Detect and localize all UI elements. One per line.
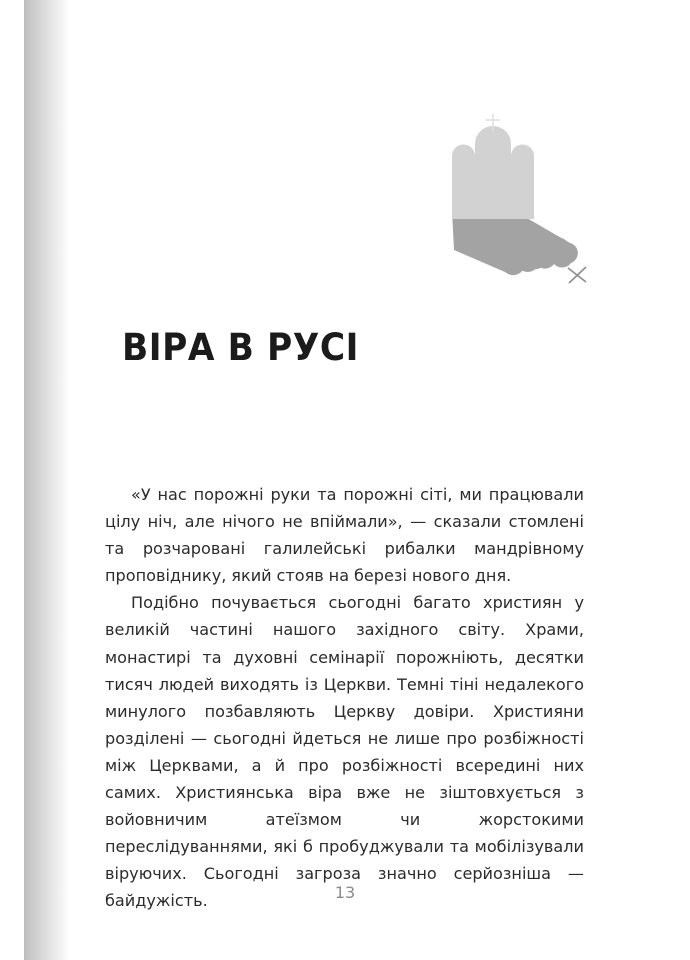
shadow-cross-icon (568, 267, 586, 283)
book-spine-shadow (24, 0, 70, 960)
chapter-title: ВІРА В РУСІ (122, 326, 360, 369)
church-body-icon (452, 126, 534, 219)
church-shadow-icon (452, 210, 586, 283)
body-text-column (105, 481, 584, 915)
church-illustration (430, 100, 610, 310)
paragraph-1: «У нас порожні руки та порожні сіті, ми працювали цілу ніч, але нічого не впіймали», — сказали стомлені та розчаровані галилейські рибалки мандрівному проповіднику, який стояв на березі нового дня. (105, 485, 584, 586)
page-number: 13 (334, 883, 356, 902)
page-outer-edge (0, 0, 24, 960)
paragraph-2: Подібно почувається сьогодні багато християн у великій частині нашого західного світу. Храми, монастирі та духовні семінарії порожніють, десятки тисяч людей виходять із Церкви. Темні тіні недалекого минулого позбавляють Церкву довіри. Християни розділені — сьогодні йдеться не лише про розбіжності між Церквами, а й про розбіжності всередині них самих. Християнська віра вже не зіштовхується з войовничим атеїзмом чи жорстокими переслідуваннями, які б пробуджували та мобілізували віруючих. Сьогодні загроза значно серйозніша — байдужість. (105, 593, 584, 911)
